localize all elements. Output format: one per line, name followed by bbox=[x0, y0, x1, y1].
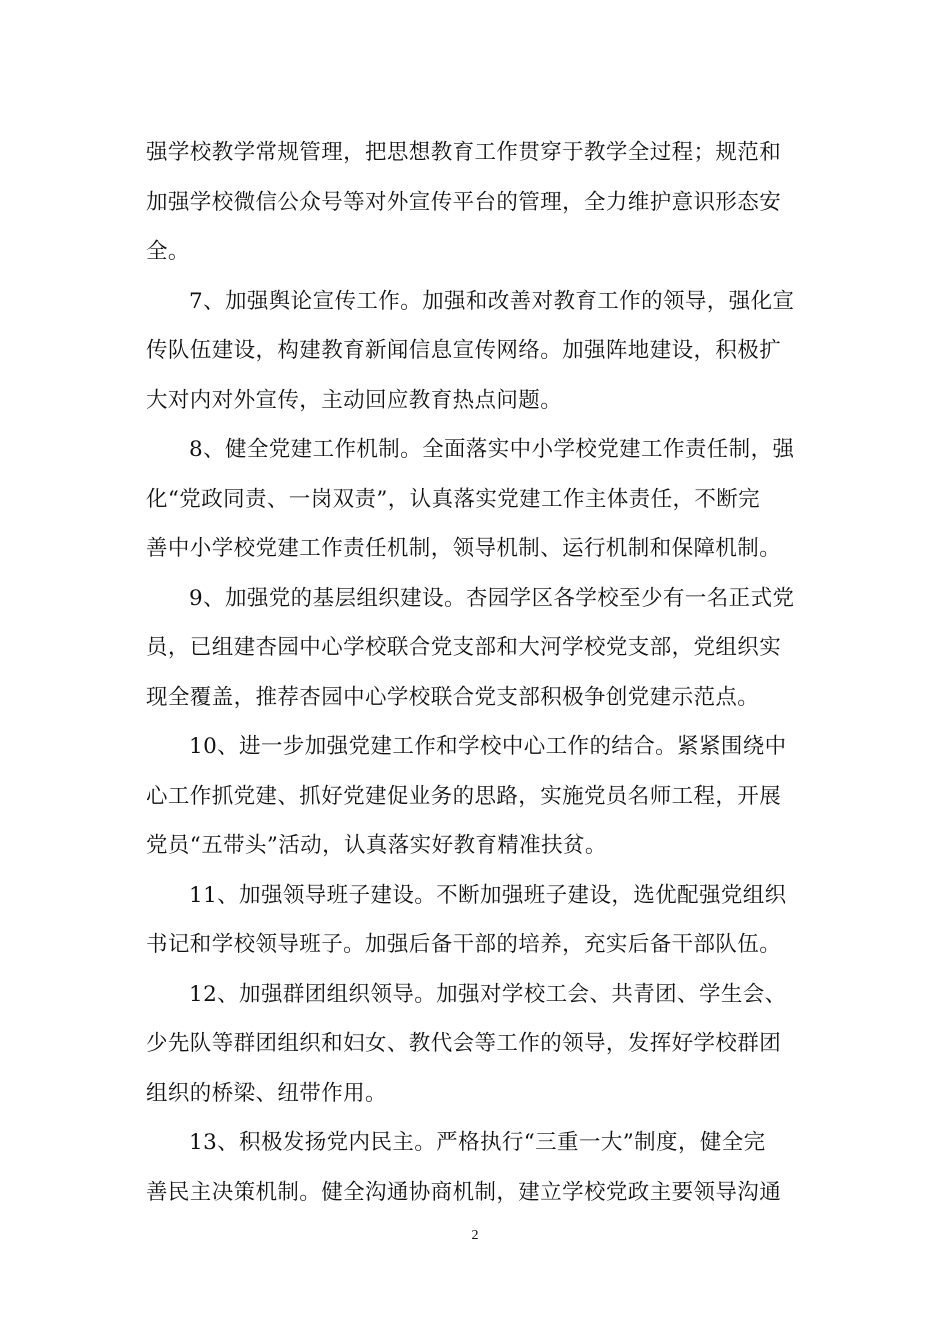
paragraph-line: 员，已组建杏园中心学校联合党支部和大河学校党支部，党组织实 bbox=[146, 635, 782, 660]
paragraph-line: 心工作抓党建、抓好党建促业务的思路，实施党员名师工程，开展 bbox=[146, 783, 782, 809]
paragraph-line: 少先队等群团组织和妇女、教代会等工作的领导，发挥好学校群团 bbox=[146, 1031, 782, 1056]
paragraph-line: 善民主决策机制。健全沟通协商机制，建立学校党政主要领导沟通 bbox=[146, 1179, 782, 1205]
paragraph-line: 党员“五带头”活动，认真落实好教育精准扶贫。 bbox=[146, 833, 607, 858]
paragraph-line: 全。 bbox=[146, 239, 190, 264]
paragraph-first-line: 12、加强群团组织领导。加强对学校工会、共青团、学生会、 bbox=[189, 981, 787, 1007]
paragraph-first-line: 9、加强党的基层组织建设。杏园学区各学校至少有一名正式党 bbox=[189, 585, 795, 611]
paragraph-first-line: 8、健全党建工作机制。全面落实中小学校党建工作责任制，强 bbox=[189, 437, 795, 462]
document-body bbox=[146, 128, 808, 1217]
page-number: 2 bbox=[471, 1228, 479, 1243]
paragraph-line: 组织的桥梁、纽带作用。 bbox=[146, 1080, 387, 1106]
paragraph-line: 加强学校微信公众号等对外宣传平台的管理，全力维护意识形态安 bbox=[146, 189, 782, 215]
paragraph-line: 现全覆盖，推荐杏园中心学校联合党支部积极争创党建示范点。 bbox=[146, 684, 760, 710]
paragraph-first-line: 10、进一步加强党建工作和学校中心工作的结合。紧紧围绕中 bbox=[189, 734, 787, 759]
paragraph-line: 大对内对外宣传，主动回应教育热点问题。 bbox=[146, 387, 563, 413]
paragraph-first-line: 13、积极发扬党内民主。严格执行“三重一大”制度，健全完 bbox=[189, 1130, 766, 1155]
paragraph-line: 传队伍建设，构建教育新闻信息宣传网络。加强阵地建设，积极扩 bbox=[146, 338, 782, 363]
paragraph-first-line: 11、加强领导班子建设。不断加强班子建设，选优配强党组织 bbox=[189, 882, 787, 908]
paragraph-line: 书记和学校领导班子。加强后备干部的培养，充实后备干部队伍。 bbox=[146, 932, 782, 957]
paragraph-line: 化“党政同责、一岗双责”，认真落实党建工作主体责任，不断完 bbox=[146, 486, 761, 512]
paragraph-line: 强学校教学常规管理，把思想教育工作贯穿于教学全过程；规范和 bbox=[146, 140, 782, 165]
paragraph-line: 善中小学校党建工作责任机制，领导机制、运行机制和保障机制。 bbox=[146, 536, 782, 561]
paragraph-first-line: 7、加强舆论宣传工作。加强和改善对教育工作的领导，强化宣 bbox=[189, 288, 795, 314]
